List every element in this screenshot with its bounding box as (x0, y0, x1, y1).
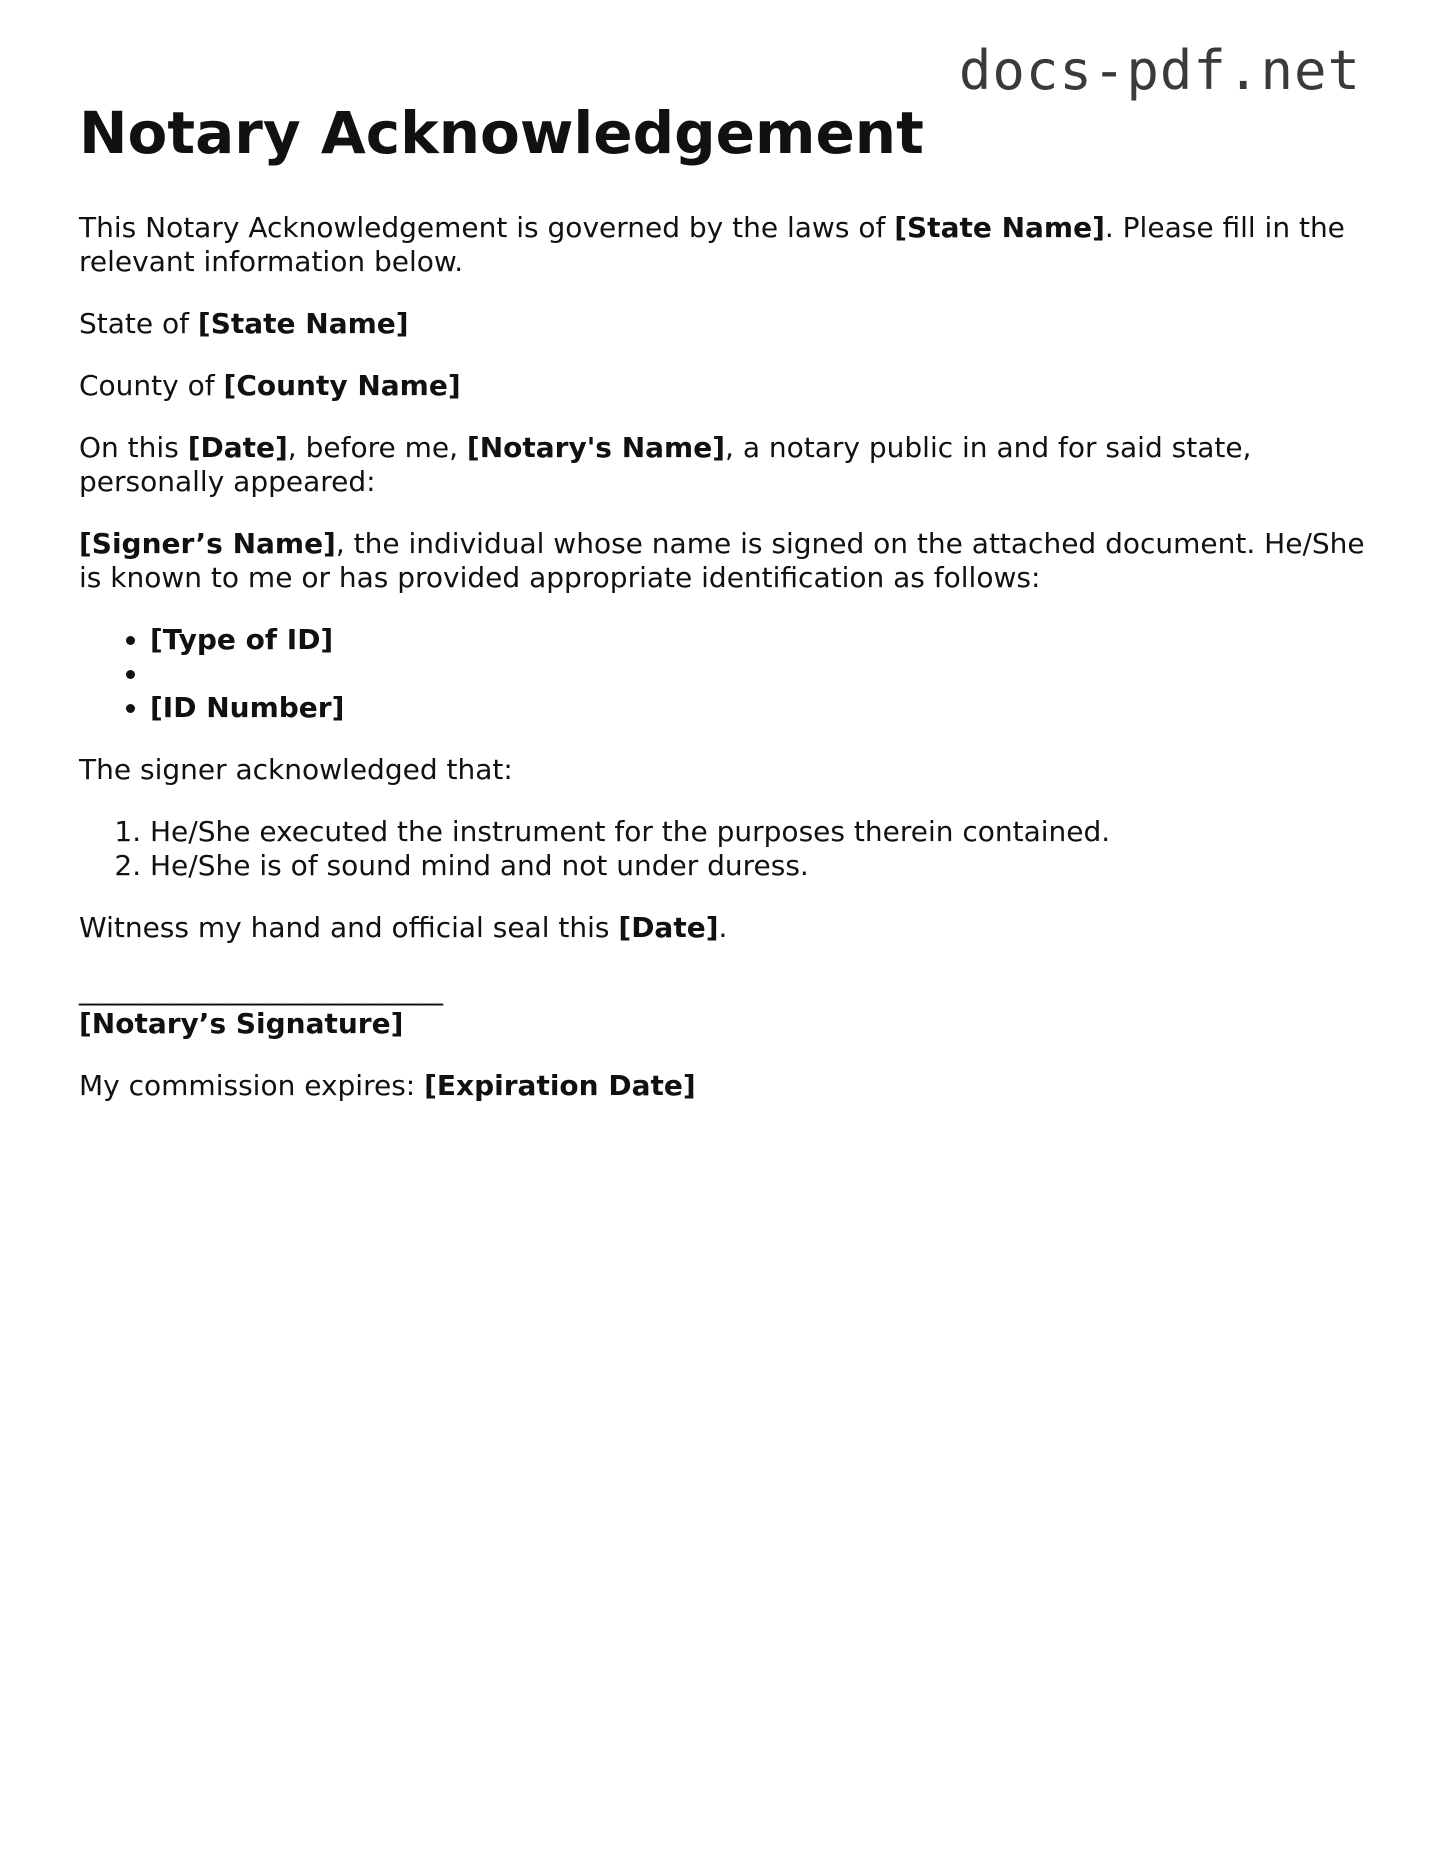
appearance-text-2: , before me, (287, 430, 467, 464)
appearance-text-3: , a notary public in and for said state, personally appeared: (79, 430, 1252, 498)
watermark: docs-pdf.net (958, 39, 1361, 102)
date-field: [Date] (187, 430, 288, 464)
commission-line (79, 1069, 1369, 1103)
notary-signature-field: [Notary’s Signature] (79, 1006, 404, 1040)
state-label: State of (79, 306, 198, 340)
intro-text: This Notary Acknowledgement is governed by the laws of (79, 210, 895, 244)
list-item (150, 691, 1369, 725)
ack-list (79, 815, 1369, 883)
state-line (79, 307, 1369, 341)
document-body (79, 100, 1369, 1131)
signer-name-field: [Signer’s Name] (79, 526, 336, 560)
appearance-paragraph (79, 431, 1369, 499)
county-line (79, 369, 1369, 403)
notary-name-field: [Notary's Name] (466, 430, 726, 464)
witness-date-field: [Date] (618, 910, 719, 944)
commission-label: My commission expires: (79, 1068, 425, 1102)
signature-line: __________________________ (79, 972, 443, 1006)
id-list (79, 623, 1369, 725)
county-field: [County Name] (223, 368, 461, 402)
state-field: [State Name] (197, 306, 409, 340)
expiration-date-field: [Expiration Date] (424, 1068, 696, 1102)
document-title: Notary Acknowledgement (79, 99, 924, 167)
appearance-text-1: On this (79, 430, 188, 464)
intro-text-end: . Please fill in the relevant information below. (79, 210, 1345, 278)
list-item: 2. He/She is of sound mind and not under duress. (150, 849, 1369, 883)
witness-line (79, 911, 1369, 945)
signer-text: , the individual whose name is signed on the attached document. He/She is known to me or has provided appropriate identification as follows: (79, 526, 1365, 594)
list-item (150, 657, 1369, 691)
id-number-field: [ID Number] (150, 690, 345, 724)
witness-text: Witness my hand and official seal this (79, 910, 619, 944)
list-item: 1. He/She executed the instrument for the purposes therein contained. (150, 815, 1369, 849)
state-name-field: [State Name] (894, 210, 1105, 244)
id-type-field: [Type of ID] (150, 622, 334, 656)
county-label: County of (79, 368, 224, 402)
signature-label-line (79, 1007, 1369, 1041)
list-item (150, 623, 1369, 657)
witness-end: . (718, 910, 728, 944)
signer-paragraph (79, 527, 1369, 595)
intro-paragraph (79, 211, 1369, 279)
ack-intro: The signer acknowledged that: (79, 752, 513, 786)
